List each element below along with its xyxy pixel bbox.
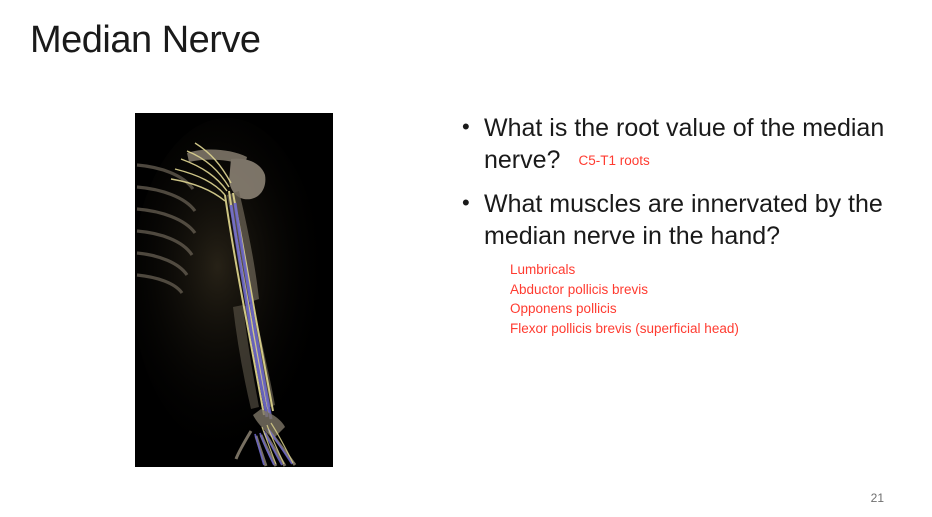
answer-item: Abductor pollicis brevis — [510, 281, 649, 297]
list-item — [458, 188, 888, 338]
bullet-question-text: What is the root value of the median nerve? — [484, 114, 885, 174]
page-title: Median Nerve — [30, 19, 261, 61]
page-number: 21 — [870, 491, 884, 505]
answer-item: Opponens pollicis — [510, 301, 617, 317]
bullet-inline-answer: C5-T1 roots — [578, 153, 650, 168]
answer-item: Flexor pollicis brevis (superficial head) — [510, 320, 739, 336]
bullet-marker: • — [462, 190, 470, 215]
bullet-question-text: What muscles are innervated by the median nerve in the hand? — [484, 190, 883, 250]
bullet-marker: • — [462, 114, 470, 139]
answer-item: Lumbricals — [510, 262, 576, 277]
answer-list — [510, 260, 888, 338]
median-nerve-image — [135, 113, 333, 467]
anatomy-illustration-graphic — [135, 113, 333, 467]
list-item — [458, 112, 888, 176]
bullet-list — [458, 112, 888, 350]
